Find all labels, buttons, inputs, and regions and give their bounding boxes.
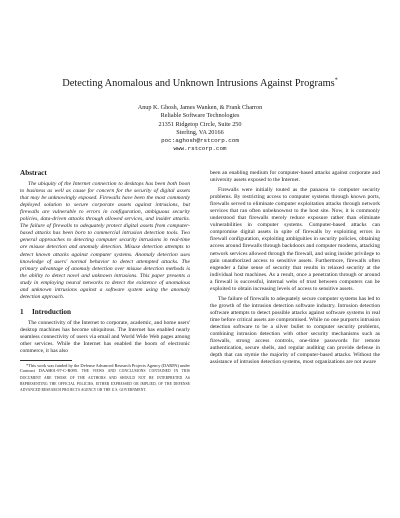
paper-title — [20, 78, 380, 90]
body-paragraph-2: Firewalls were initially touted as the panacea to computer security problems. By restricting access to computer systems through known ports, firewalls served to eliminate computer exploitation attacks through network services that ran often unbeknownst to the host site. Now, it is commonly understood that firewalls merely reduce exposure rather than eliminate vulnerabilities in computer systems. Computer-based attacks can compromise digital assets in spite of firewalls by exploiting errors in firewall configuration, exploiting ambiguities in security policies, obtaining access around firewalls through backdoors and computer modems, attacking network services allowed through the firewall, and using insider privilege to gain unauthorized access to sensitive assets. Furthermore, firewalls often engender a false sense of security that results in relaxed security at the individual host machines. As a result, once a penetration through or around a firewall is successful, internal webs of trust between computers can be exploited to obtain increasing levels of access to sensitive assets. — [210, 187, 380, 292]
section-title: Introduction — [32, 307, 72, 316]
author-block — [60, 104, 340, 154]
affiliation: Reliable Software Technologies — [160, 112, 240, 120]
right-column — [210, 170, 380, 369]
intro-paragraph: The connectivity of the Internet to corporate, academic, and home users' desktop machines has become ubiquitous. The Internet has enabled nearly seamless connectivity of users via email and World Wide Web pages among other services. While the Internet has enabled the boom of electronic commerce, it has also — [20, 319, 190, 355]
footnote-rule — [20, 360, 72, 361]
abstract-heading: Abstract — [20, 169, 47, 177]
section-number: 1 — [20, 307, 24, 316]
address-line-2: Sterling, VA 20166 — [176, 128, 224, 136]
footnote-disclaimer: THE VIEWS AND CONCLUSIONS CONTAINED IN THIS DOCUMENT ARE THOSE OF THE AUTHORS AND SHOULD NOT BE INTERPRETED AS REPRESENTING THE OFFICIAL POLICIES, EITHER EXPRESSED OR IMPLIED, OF THE DEFENSE ADVANCED RESEARCH PROJECTS AGENCY OR THE U.S. GOVERNMENT. — [20, 369, 191, 392]
website: www.rstcorp.com — [173, 145, 227, 153]
footnote-mark: * — [26, 363, 29, 369]
left-column — [20, 170, 190, 393]
address-line-1: 21351 Ridgetop Circle, Suite 250 — [158, 120, 242, 128]
section-heading — [20, 309, 190, 316]
body-paragraph-3: The failure of firewalls to adequately secure computer systems has led to the growth of the intrusion detection software industry. Intrusion detection software attempts to detect possible attacks against software systems in real time before critical assets are compromised. While no one purports intrusion detection software to be a silver bullet to computer security problems, combining intrusion detection with other security mechanisms such as firewalls, strong access controls, one-time passwords for remote authentication, secure shells, and regular auditing can provide defense in depth that can stymie the majority of computer-based attacks. Without the assistance of intrusion detection systems, most organizations are not aware — [210, 295, 380, 366]
abstract-text: The ubiquity of the Internet connection to desktops has been both boon to business as well as cause for concern for the security of digital assets that may be unknowingly exposed. Firewalls have been the most commonly deployed solution to secure corporate assets against intrusions, but firewalls are vulnerable to errors in configuration, ambiguous security policies, data-driven attacks through allowed services, and insider attacks. The failure of firewalls to adequately protect digital assets from computer-based attacks has been born to commercial intrusion detection tools. Two general approaches to detecting computer security intrusions in real-time are misuse detection and anomaly detection. Misuse detection attempts to detect known attacks against computer systems. Anomaly detection uses knowledge of users' normal behavior to detect attempted attacks. The primary advantage of anomaly detection over misuse detection methods is the ability to detect novel and unknown intrusions. This paper presents a study in employing neural networks to detect the existence of anomalous and unknown intrusions against a software system using the anomaly detection approach. — [20, 181, 190, 300]
footnote-text: This work was funded by the Defense Advanced Research Projects Agency (DARPA) under Contract DAAH01-97-C-R095. — [20, 363, 190, 374]
contact-email: poc:aghosh@rstcorp.com — [161, 137, 239, 145]
author-names: Anup K. Ghosh, James Wanken, & Frank Charron — [137, 104, 263, 111]
title-footnote-mark: * — [334, 77, 338, 84]
footnote — [20, 363, 190, 393]
body-paragraph-1: been an enabling medium for computer-based attacks against corporate and university assets exposed to the Internet. — [210, 170, 380, 184]
title-text: Detecting Anomalous and Unknown Intrusions Against Programs — [62, 78, 335, 89]
